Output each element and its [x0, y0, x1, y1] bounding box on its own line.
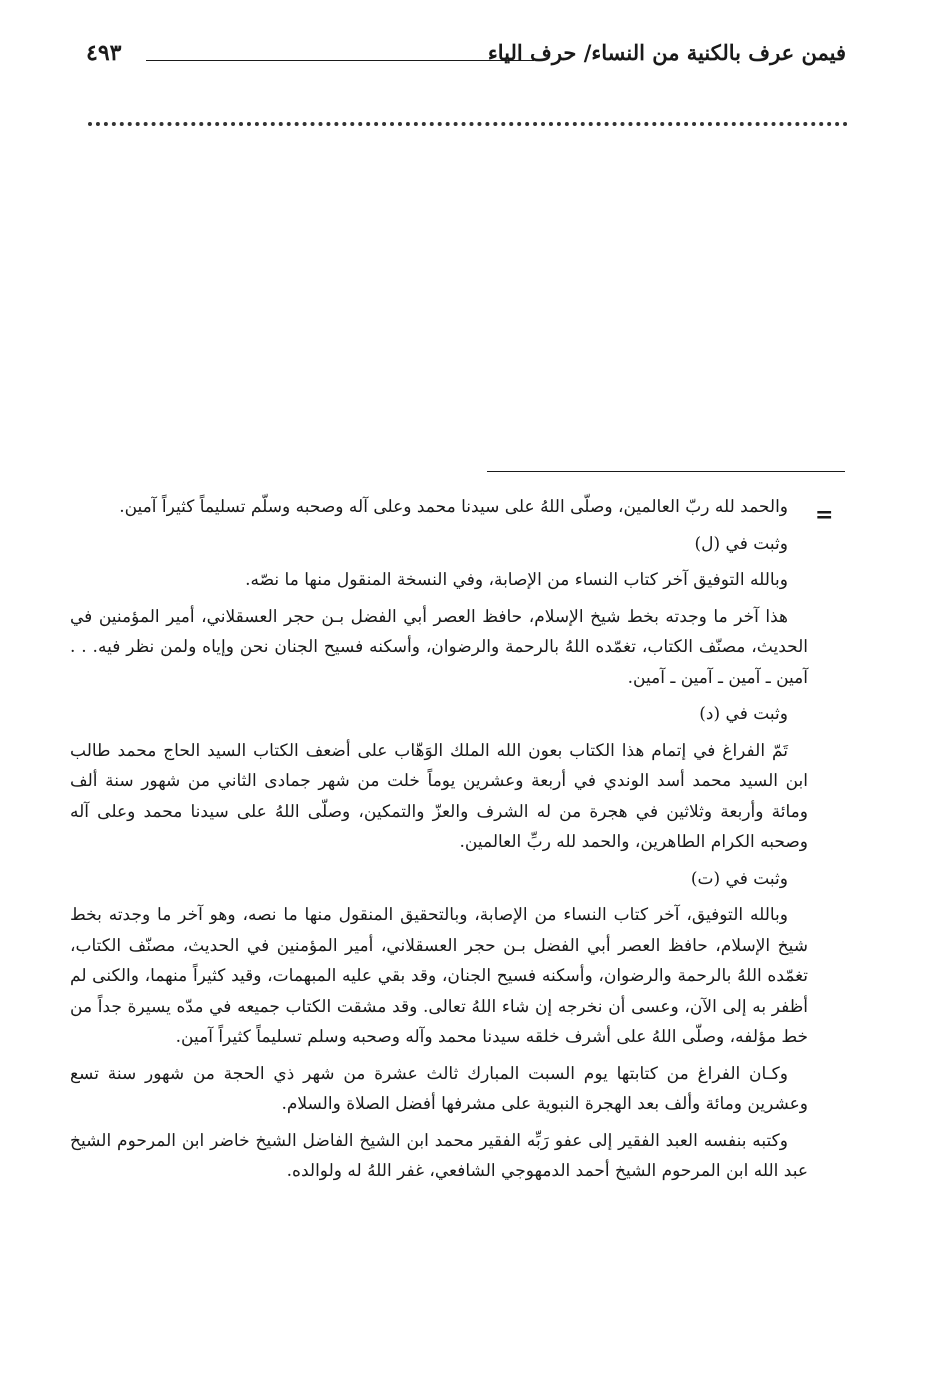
running-title: فيمن عرف بالكنية من النساء/ حرف الياء — [487, 40, 846, 65]
footnote-paragraph-ta-2: وكـان الفراغ من كتابتها يوم السبت المبارك ثالث عشرة من شهر ذي الحجة من شهور سنة تسع وعشرين ومائة وألف بعد الهجرة النبوية على مشرفها أفضل الصلاة والسلام. — [70, 1063, 808, 1114]
footnote-heading-dal: وثبت في (د) — [699, 704, 788, 724]
footnote-heading-ta: وثبت في (ت) — [690, 868, 788, 889]
footnote-block — [70, 492, 808, 1193]
footnote-paragraph-lam-1: وبالله التوفيق آخر كتاب النساء من الإصابة، وفي النسخة المنقول منها ما نصّه. — [245, 570, 788, 590]
footnote-paragraph-dal: تَمّ الفراغ في إتمام هذا الكتاب بعون الله الملك الوَهّاب على أضعف الكتاب السيد الحاج محمد طالب ابن السيد محمد أسد الوندي في أربعة وعشرين يوماً خلت من شهر جمادى الثاني من شهور سنة ألف ومائة وأربعة وثلاثين في هجرة من له الشرف والعزّ والتمكين، وصلّى اللهُ على سيدنا محمد وعلى آله وصحبه الكرام الطاهرين، والحمد لله ربِّ العالمين. — [70, 740, 808, 852]
page-header — [86, 36, 846, 80]
dotted-separator — [88, 112, 848, 126]
footnote-heading-lam: وثبت في (ل) — [694, 533, 788, 554]
footnote-rule — [487, 471, 845, 472]
footnote-paragraph-lam-2: هذا آخر ما وجدته بخط شيخ الإسلام، حافظ العصر أبي الفضل بـن حجر العسقلاني، أمير المؤمنين في الحديث، مصنّف الكتاب، تغمّده اللهُ بالرحمة والرضوان، وأسكنه فسيح الجنان نحن وإياه ولمن نظر فيه. . . آمين ـ آمين ـ آمين ـ آمين. — [70, 606, 808, 688]
page-number: ٤٩٣ — [86, 40, 122, 66]
footnote-paragraph-ta-3: وكتبه بنفسه العبد الفقير إلى عفو رَبِّه الفقير محمد ابن الشيخ الفاضل الشيخ خاضر ابن المرحوم الشيخ عبد الله ابن المرحوم الشيخ أحمد الدمهوجي الشافعي، غفر اللهُ له ولوالده. — [70, 1130, 808, 1181]
footnote-paragraph-closing-praise: والحمد لله ربّ العالمين، وصلّى اللهُ على سيدنا محمد وعلى آله وصحبه وسلّم تسليماً كثيراً آمين. — [119, 497, 788, 517]
footnote-paragraph-ta-1: وبالله التوفيق، آخر كتاب النساء من الإصابة، وبالتحقيق المنقول منها ما نصه، وهو آخر ما وجدته بخط شيخ الإسلام، حافظ العصر أبي الفضل بـن حجر العسقلاني، أمير المؤمنين في الحديث، مصنّف الكتاب، تغمّده اللهُ بالرحمة والرضوان، وأسكنه فسيح الجنان، وقد بقي عليه المبهمات، وقيد كثيراً منهما، والكنى لم أظفر به إلى الآن، وعسى أن نخرجه إن شاء اللهُ تعالى. وقد مشقت الكتاب جميعه في مدّه يسيرة جداً من خط مؤلفه، وصلّى اللهُ على أشرف خلقه سيدنا محمد وآله وصحبه وسلم تسليماً كثيراً آمين. — [70, 905, 808, 1047]
footnote-continuation-mark: = — [815, 502, 834, 528]
header-rule — [146, 60, 534, 61]
